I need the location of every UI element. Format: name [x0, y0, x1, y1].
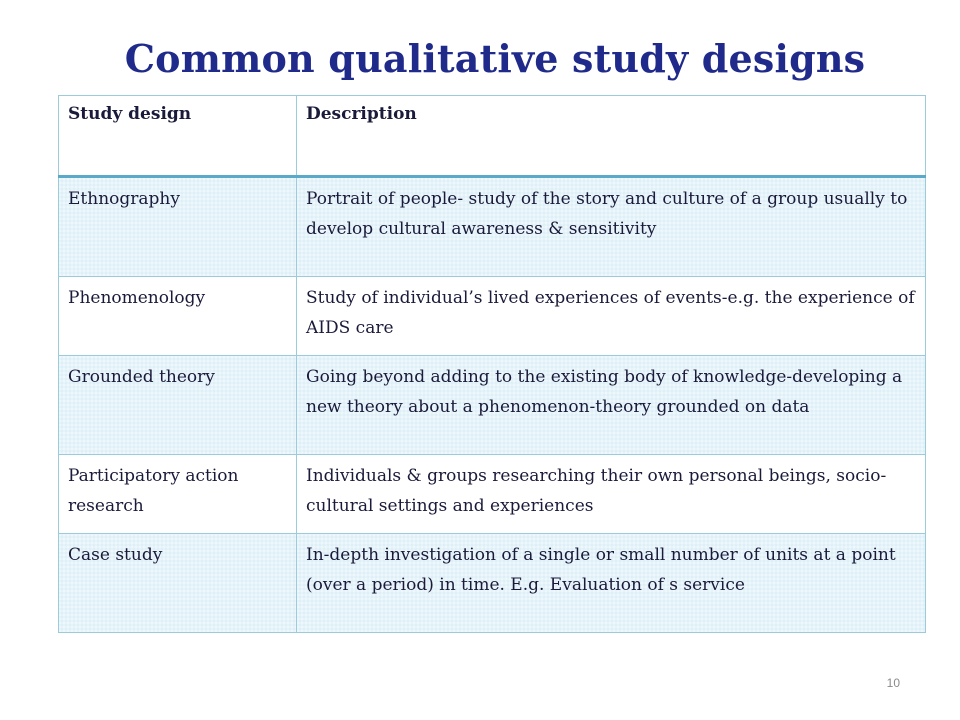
cell-description: Portrait of people- study of the story and culture of a group usually to develop cultural awareness & sensitivity — [297, 177, 926, 277]
cell-description: In-depth investigation of a single or small number of units at a point (over a period) in time. E.g. Evaluation of s service — [297, 534, 926, 633]
table-row — [59, 455, 926, 534]
cell-description: Study of individual’s lived experiences of events-e.g. the experience of AIDS care — [297, 277, 926, 356]
table-row — [59, 534, 926, 633]
slide-title: Common qualitative study designs — [124, 36, 866, 81]
cell-description: Individuals & groups researching their own personal beings, socio-cultural settings and experiences — [297, 455, 926, 534]
page-number: 10 — [886, 676, 900, 690]
study-designs-table — [58, 95, 926, 633]
table-header-row — [59, 96, 926, 177]
cell-description: Going beyond adding to the existing body of knowledge-developing a new theory about a phenomenon-theory grounded on data — [297, 356, 926, 455]
cell-study-design: Ethnography — [59, 177, 297, 277]
table-row — [59, 177, 926, 277]
cell-study-design: Phenomenology — [59, 277, 297, 356]
cell-study-design: Participatory action research — [59, 455, 297, 534]
header-description: Description — [297, 96, 926, 177]
header-study-design: Study design — [59, 96, 297, 177]
table-row — [59, 277, 926, 356]
cell-study-design: Grounded theory — [59, 356, 297, 455]
table-row — [59, 356, 926, 455]
cell-study-design: Case study — [59, 534, 297, 633]
